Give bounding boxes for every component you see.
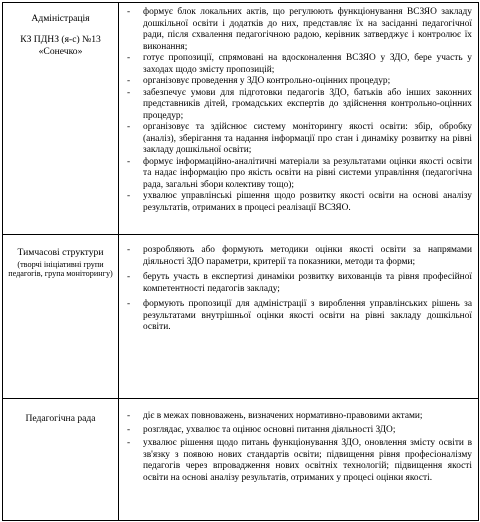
table-row (3, 399, 479, 521)
role-cell (3, 3, 119, 235)
duties-cell (119, 399, 479, 521)
table-row (3, 235, 479, 399)
duties-list (119, 235, 478, 334)
responsibilities-table (2, 2, 479, 521)
list-item: - беруть участь в експертизі динаміки розвитку вихованців та рівня професійної компетентності педагогів закладу; (143, 272, 472, 295)
duties-cell (119, 235, 479, 399)
list-item: - ухвалює управлінські рішення щодо розвитку якості освіти на основі аналізу результатів, отриманих в процесі реалізації ВСЗЯО. (143, 191, 472, 214)
role-title: Тимчасові структури (17, 247, 104, 258)
table-row (3, 3, 479, 235)
list-item: - формує інформаційно-аналітичні матеріали за результатами оцінки якості освіти та надає інформацію про якість освіти на рівні системи управління (педагогічна рада, загальні збори колективу тощо); (143, 157, 472, 192)
list-item: - діє в межах повноважень, визначених нормативно-правовими актами; (143, 411, 472, 423)
list-item: - формують пропозиції для адміністрації з вироблення управлінських рішень за результатами внутрішньої оцінки якості освіти на рівні закладу дошкільної освіти. (143, 299, 472, 334)
role-title: Педагогічна рада (25, 413, 96, 424)
list-item: - готує пропозиції, спрямовані на вдосконалення ВСЗЯО у ЗДО, бере участь у заходах щодо змісту пропозицій; (143, 53, 472, 76)
list-item: - забезпечує умови для підготовки педагогів ЗДО, батьків або інших законних представників дітей, громадських експертів до здійснення контрольно-оцінних процедур; (143, 88, 472, 123)
role-title: Адміністрація (31, 13, 90, 24)
list-item: - ухвалює рішення щодо питань функціонування ЗДО, оновлення змісту освіти в зв'язку з появою нових стандартів освіти; підвищення рівня професіоналізму педагогів через впровадження нових освітніх технологій; підвищення якості освіти на основі аналізу результатів, отриманих у процесі оцінки якості. (143, 438, 472, 484)
duties-list (119, 3, 478, 214)
duties-list (119, 399, 478, 484)
list-item: - формує блок локальних актів, що регулюють функціонування ВСЗЯО закладу дошкільної освіти і додатків до них, представляє їх на засіданні педагогічної ради, після схвалення педагогічною радою, керівник затверджує і контролює їх виконання; (143, 7, 472, 53)
list-item: - розглядає, ухвалює та оцінює основні питання діяльності ЗДО; (143, 425, 472, 437)
list-item: - організовує та здійснює систему моніторингу якості освіти: збір, обробку (аналіз), зберігання та надання інформації про стан і динаміку розвитку на рівні закладу дошкільної освіти; (143, 122, 472, 157)
role-note: (творчі ініціативні групи педагогів, група моніторингу) (8, 259, 113, 279)
list-item: - розробляють або формують методики оцінки якості освіти за напрямами діяльності ЗДО параметри, критерії та показники, методи та форми; (143, 245, 472, 268)
duties-cell (119, 3, 479, 235)
role-cell (3, 399, 119, 521)
list-item: - організовує проведення у ЗДО контрольно-оцінних процедур; (143, 76, 472, 88)
role-subtitle: КЗ ПДНЗ (я-с) №13 «Сонечко» (20, 33, 101, 57)
role-cell (3, 235, 119, 399)
